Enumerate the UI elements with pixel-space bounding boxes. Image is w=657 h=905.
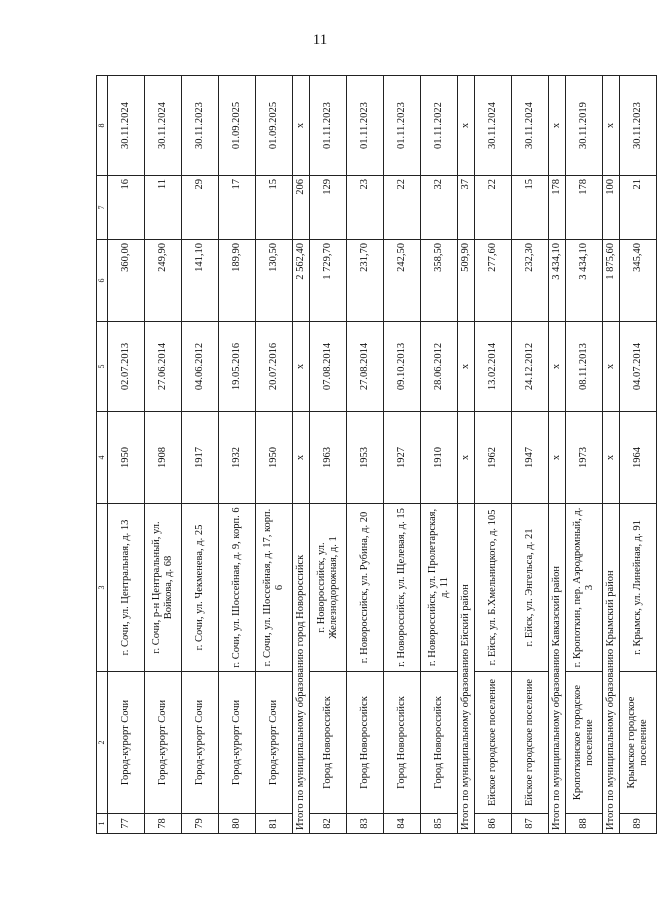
table-row bbox=[347, 76, 384, 834]
table-cell: г. Кропоткин, пер. Аэродромный, д. 3 bbox=[566, 504, 603, 672]
table-cell: г. Сочи, ул. Центральная, д. 13 bbox=[108, 504, 145, 672]
column-number-2: 2 bbox=[97, 672, 108, 814]
table-cell: г. Ейск, ул. Б.Хмельницкого, д. 105 bbox=[475, 504, 512, 672]
table-cell: 232,30 bbox=[512, 240, 549, 322]
subtotal-row bbox=[293, 76, 310, 834]
table-cell: 1963 bbox=[310, 412, 347, 504]
table-cell: г. Сочи, ул. Шоссейная, д. 9, корп. 6 bbox=[219, 504, 256, 672]
table-cell: 16 bbox=[108, 176, 145, 240]
table-row bbox=[145, 76, 182, 834]
table-cell: 3 434,10 bbox=[566, 240, 603, 322]
subtotal-cell: х bbox=[603, 412, 620, 504]
table-row bbox=[256, 76, 293, 834]
table-cell: 1917 bbox=[182, 412, 219, 504]
table-cell: 85 bbox=[421, 814, 458, 834]
table-cell: 1908 bbox=[145, 412, 182, 504]
table-cell: 87 bbox=[512, 814, 549, 834]
table-cell: 1 729,70 bbox=[310, 240, 347, 322]
table-cell: 23 bbox=[347, 176, 384, 240]
table-cell: 130,50 bbox=[256, 240, 293, 322]
table-cell: 79 bbox=[182, 814, 219, 834]
table-cell: 15 bbox=[256, 176, 293, 240]
subtotal-cell: х bbox=[293, 322, 310, 412]
table-cell: 21 bbox=[620, 176, 657, 240]
table-cell: 30.11.2019 bbox=[566, 76, 603, 176]
subtotal-label: Итого по муниципальному образованию Крымский район bbox=[603, 504, 620, 834]
subtotal-cell: 3 434,10 bbox=[549, 240, 566, 322]
table-cell: 1964 bbox=[620, 412, 657, 504]
table-cell: 1962 bbox=[475, 412, 512, 504]
table-cell: 27.08.2014 bbox=[347, 322, 384, 412]
subtotal-row bbox=[549, 76, 566, 834]
subtotal-cell: х bbox=[549, 76, 566, 176]
table-cell: 19.05.2016 bbox=[219, 322, 256, 412]
table-row bbox=[310, 76, 347, 834]
column-number-7: 7 bbox=[97, 176, 108, 240]
table-cell: г. Сочи, ул. Шоссейная, д. 17, корп. 6 bbox=[256, 504, 293, 672]
table-cell: Город-курорт Сочи bbox=[256, 672, 293, 814]
table-cell: 1953 bbox=[347, 412, 384, 504]
table-cell: г. Новороссийск, ул. Рубина, д. 20 bbox=[347, 504, 384, 672]
table-cell: 1910 bbox=[421, 412, 458, 504]
table-cell: 1950 bbox=[256, 412, 293, 504]
table-row bbox=[421, 76, 458, 834]
table-cell: 30.11.2024 bbox=[512, 76, 549, 176]
table-rotated-container bbox=[96, 76, 649, 834]
table-cell: 77 bbox=[108, 814, 145, 834]
column-number-1: 1 bbox=[97, 814, 108, 834]
table-cell: 30.11.2024 bbox=[108, 76, 145, 176]
table-cell: 189,90 bbox=[219, 240, 256, 322]
subtotal-cell: х bbox=[458, 322, 475, 412]
table-cell: Город-курорт Сочи bbox=[219, 672, 256, 814]
table-cell: г. Крымск, ул. Линейная, д. 91 bbox=[620, 504, 657, 672]
table-cell: Кропоткинское городское поселение bbox=[566, 672, 603, 814]
table-cell: 242,50 bbox=[384, 240, 421, 322]
table-cell: 01.09.2025 bbox=[256, 76, 293, 176]
table-cell: 09.10.2013 bbox=[384, 322, 421, 412]
table-cell: 20.07.2016 bbox=[256, 322, 293, 412]
table-cell: 08.11.2013 bbox=[566, 322, 603, 412]
table-cell: 01.11.2023 bbox=[347, 76, 384, 176]
table-cell: 1973 bbox=[566, 412, 603, 504]
table-cell: Город Новороссийск bbox=[347, 672, 384, 814]
subtotal-cell: х bbox=[549, 412, 566, 504]
table-cell: 360,00 bbox=[108, 240, 145, 322]
table-row bbox=[512, 76, 549, 834]
column-number-6: 6 bbox=[97, 240, 108, 322]
table-cell: 01.09.2025 bbox=[219, 76, 256, 176]
table-cell: 29 bbox=[182, 176, 219, 240]
subtotal-cell: х bbox=[549, 322, 566, 412]
table-cell: 141,10 bbox=[182, 240, 219, 322]
table-cell: 89 bbox=[620, 814, 657, 834]
table-cell: 17 bbox=[219, 176, 256, 240]
table-cell: 88 bbox=[566, 814, 603, 834]
table-cell: Город-курорт Сочи bbox=[182, 672, 219, 814]
table-cell: Ейское городское поселение bbox=[512, 672, 549, 814]
table-rotated-frame bbox=[96, 76, 649, 834]
table-cell: 28.06.2012 bbox=[421, 322, 458, 412]
subtotal-label: Итого по муниципальному образованию Ейский район bbox=[458, 504, 475, 834]
table-cell: г. Новороссийск, ул. Железнодорожная, д. 1 bbox=[310, 504, 347, 672]
table-cell: 1947 bbox=[512, 412, 549, 504]
table-cell: 1950 bbox=[108, 412, 145, 504]
subtotal-cell: х bbox=[458, 76, 475, 176]
table-cell: 81 bbox=[256, 814, 293, 834]
column-number-header-row bbox=[97, 76, 108, 834]
table-cell: 01.11.2023 bbox=[310, 76, 347, 176]
subtotal-cell: 2 562,40 bbox=[293, 240, 310, 322]
table-cell: 15 bbox=[512, 176, 549, 240]
column-number-3: 3 bbox=[97, 504, 108, 672]
table-row bbox=[182, 76, 219, 834]
subtotal-cell: х bbox=[603, 76, 620, 176]
column-number-8: 8 bbox=[97, 76, 108, 176]
table-cell: Город-курорт Сочи bbox=[108, 672, 145, 814]
table-cell: 11 bbox=[145, 176, 182, 240]
table-cell: Город Новороссийск bbox=[421, 672, 458, 814]
table-cell: 178 bbox=[566, 176, 603, 240]
subtotal-cell: 206 bbox=[293, 176, 310, 240]
table-cell: 82 bbox=[310, 814, 347, 834]
column-number-4: 4 bbox=[97, 412, 108, 504]
table-cell: 32 bbox=[421, 176, 458, 240]
subtotal-cell: 37 bbox=[458, 176, 475, 240]
table-cell: Ейское городское поселение bbox=[475, 672, 512, 814]
table-cell: 30.11.2024 bbox=[475, 76, 512, 176]
subtotal-cell: х bbox=[293, 76, 310, 176]
table-cell: 129 bbox=[310, 176, 347, 240]
subtotal-label: Итого по муниципальному образованию город Новороссийск bbox=[293, 504, 310, 834]
subtotal-cell: 178 bbox=[549, 176, 566, 240]
table-cell: Город-курорт Сочи bbox=[145, 672, 182, 814]
subtotal-cell: х bbox=[603, 322, 620, 412]
table-row bbox=[475, 76, 512, 834]
table-cell: 86 bbox=[475, 814, 512, 834]
subtotal-cell: 1 875,60 bbox=[603, 240, 620, 322]
table-row bbox=[384, 76, 421, 834]
subtotal-label: Итого по муниципальному образованию Кавказский район bbox=[549, 504, 566, 834]
table-cell: 83 bbox=[347, 814, 384, 834]
subtotal-cell: 509,90 bbox=[458, 240, 475, 322]
subtotal-row bbox=[603, 76, 620, 834]
subtotal-row bbox=[458, 76, 475, 834]
housing-table bbox=[96, 75, 657, 834]
table-cell: 1927 bbox=[384, 412, 421, 504]
table-cell: 13.02.2014 bbox=[475, 322, 512, 412]
table-cell: 27.06.2014 bbox=[145, 322, 182, 412]
table-cell: 30.11.2024 bbox=[145, 76, 182, 176]
subtotal-cell: х bbox=[293, 412, 310, 504]
table-cell: г. Сочи, р-н Центральный, ул. Войкова, д. 68 bbox=[145, 504, 182, 672]
table-cell: 231,70 bbox=[347, 240, 384, 322]
table-cell: Город Новороссийск bbox=[310, 672, 347, 814]
table-cell: г. Новороссийск, ул. Щелевая, д. 15 bbox=[384, 504, 421, 672]
table-cell: 80 bbox=[219, 814, 256, 834]
subtotal-cell: х bbox=[458, 412, 475, 504]
column-number-5: 5 bbox=[97, 322, 108, 412]
table-cell: 30.11.2023 bbox=[182, 76, 219, 176]
table-cell: Город Новороссийск bbox=[384, 672, 421, 814]
table-cell: 277,60 bbox=[475, 240, 512, 322]
table-row bbox=[219, 76, 256, 834]
table-body bbox=[108, 76, 657, 834]
table-cell: 24.12.2012 bbox=[512, 322, 549, 412]
table-row bbox=[620, 76, 657, 834]
table-cell: г. Сочи, ул. Чекменева, д. 25 bbox=[182, 504, 219, 672]
table-cell: 07.08.2014 bbox=[310, 322, 347, 412]
table-cell: Крымское городское поселение bbox=[620, 672, 657, 814]
table-cell: г. Ейск, ул. Энгельса, д. 21 bbox=[512, 504, 549, 672]
table-cell: 345,40 bbox=[620, 240, 657, 322]
table-cell: 22 bbox=[384, 176, 421, 240]
table-cell: 04.06.2012 bbox=[182, 322, 219, 412]
table-cell: 30.11.2023 bbox=[620, 76, 657, 176]
table-cell: 358,50 bbox=[421, 240, 458, 322]
table-cell: 1932 bbox=[219, 412, 256, 504]
page-number: 11 bbox=[312, 32, 328, 48]
table-cell: 01.11.2022 bbox=[421, 76, 458, 176]
table-row bbox=[566, 76, 603, 834]
table-row bbox=[108, 76, 145, 834]
subtotal-cell: 100 bbox=[603, 176, 620, 240]
table-cell: 01.11.2023 bbox=[384, 76, 421, 176]
table-cell: 22 bbox=[475, 176, 512, 240]
table-cell: 02.07.2013 bbox=[108, 322, 145, 412]
table-cell: 78 bbox=[145, 814, 182, 834]
table-cell: 249,90 bbox=[145, 240, 182, 322]
table-cell: 04.07.2014 bbox=[620, 322, 657, 412]
table-cell: г. Новороссийск, ул. Пролетарская, д. 11 bbox=[421, 504, 458, 672]
table-cell: 84 bbox=[384, 814, 421, 834]
